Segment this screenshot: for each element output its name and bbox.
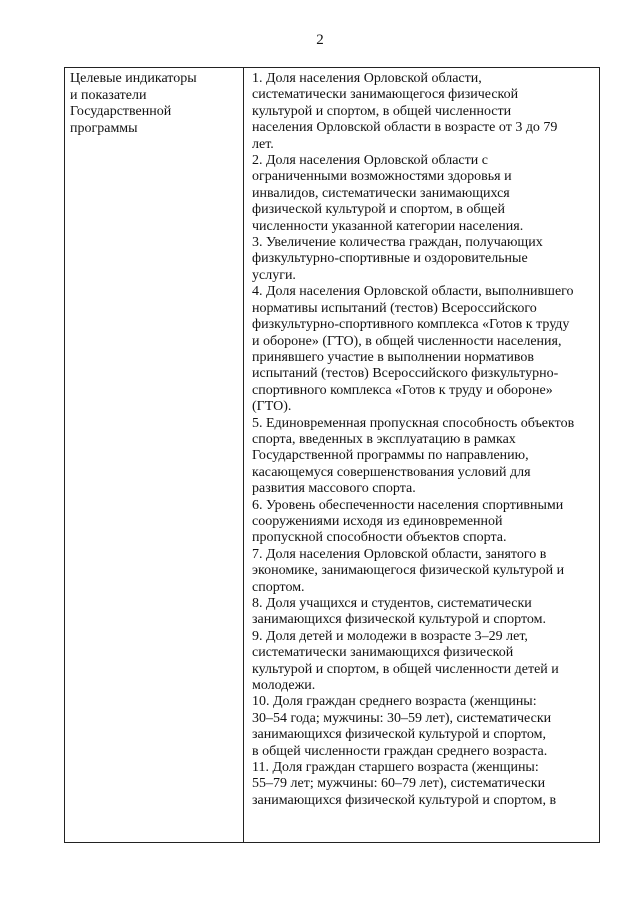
indicator-item-9: 9. Доля детей и молодежи в возрасте 3–29 лет, систематически занимающихся физической культурой и спортом, в общей численности детей и молодежи.: [252, 628, 559, 694]
indicators-list: [252, 71, 598, 809]
program-passport-table: [64, 67, 600, 843]
indicator-item-6: 6. Уровень обеспеченности населения спортивными сооружениями исходя из единовременной пропускной способности объектов спорта.: [252, 497, 564, 546]
indicator-item-5: 5. Единовременная пропускная способность объектов спорта, введенных в эксплуатацию в рамках Государственной программы по направлению, касающемуся совершенствования условий для развития массового спорта.: [252, 415, 575, 497]
indicator-item-7: 7. Доля населения Орловской области, занятого в экономике, занимающегося физической культурой и спортом.: [252, 546, 565, 595]
indicator-item-2: 2. Доля населения Орловской области с ограниченными возможностями здоровья и инвалидов, систематически занимающихся физической культурой и спортом, в общей численности указанной категории населения.: [252, 153, 524, 234]
indicator-item-10: 10. Доля граждан среднего возраста (женщины: 30–54 года; мужчины: 30–59 лет), систематически занимающихся физической культурой и спортом, в общей численности граждан среднего возраста.: [252, 694, 552, 759]
indicator-item-1: 1. Доля населения Орловской области, систематически занимающегося физической культурой и спортом, в общей численности населения Орловской области в возрасте от 3 до 79 лет.: [252, 71, 558, 152]
column-divider: [243, 68, 244, 842]
indicator-item-4: 4. Доля населения Орловской области, выполнившего нормативы испытаний (тестов) Всероссийского физкультурно-спортивного комплекса «Готов к труду и обороне» (ГТО), в общей численности населения, принявшего участие в выполнении нормативов испытаний (тестов) Всероссийского физкультурно- спортивного комплекса «Готов к труду и обороне» (ГТО).: [252, 284, 574, 415]
page-number: 2: [316, 32, 324, 48]
indicator-item-11: 11. Доля граждан старшего возраста (женщины: 55–79 лет; мужчины: 60–79 лет), систематически занимающихся физической культурой и спортом, в: [252, 760, 557, 808]
indicator-item-8: 8. Доля учащихся и студентов, систематически занимающихся физической культурой и спортом.: [252, 596, 546, 628]
indicator-item-3: 3. Увеличение количества граждан, получающих физкультурно-спортивные и оздоровительные услуги.: [252, 235, 543, 283]
row-label-target-indicators: Целевые индикаторы и показатели Государственной программы: [70, 71, 197, 136]
